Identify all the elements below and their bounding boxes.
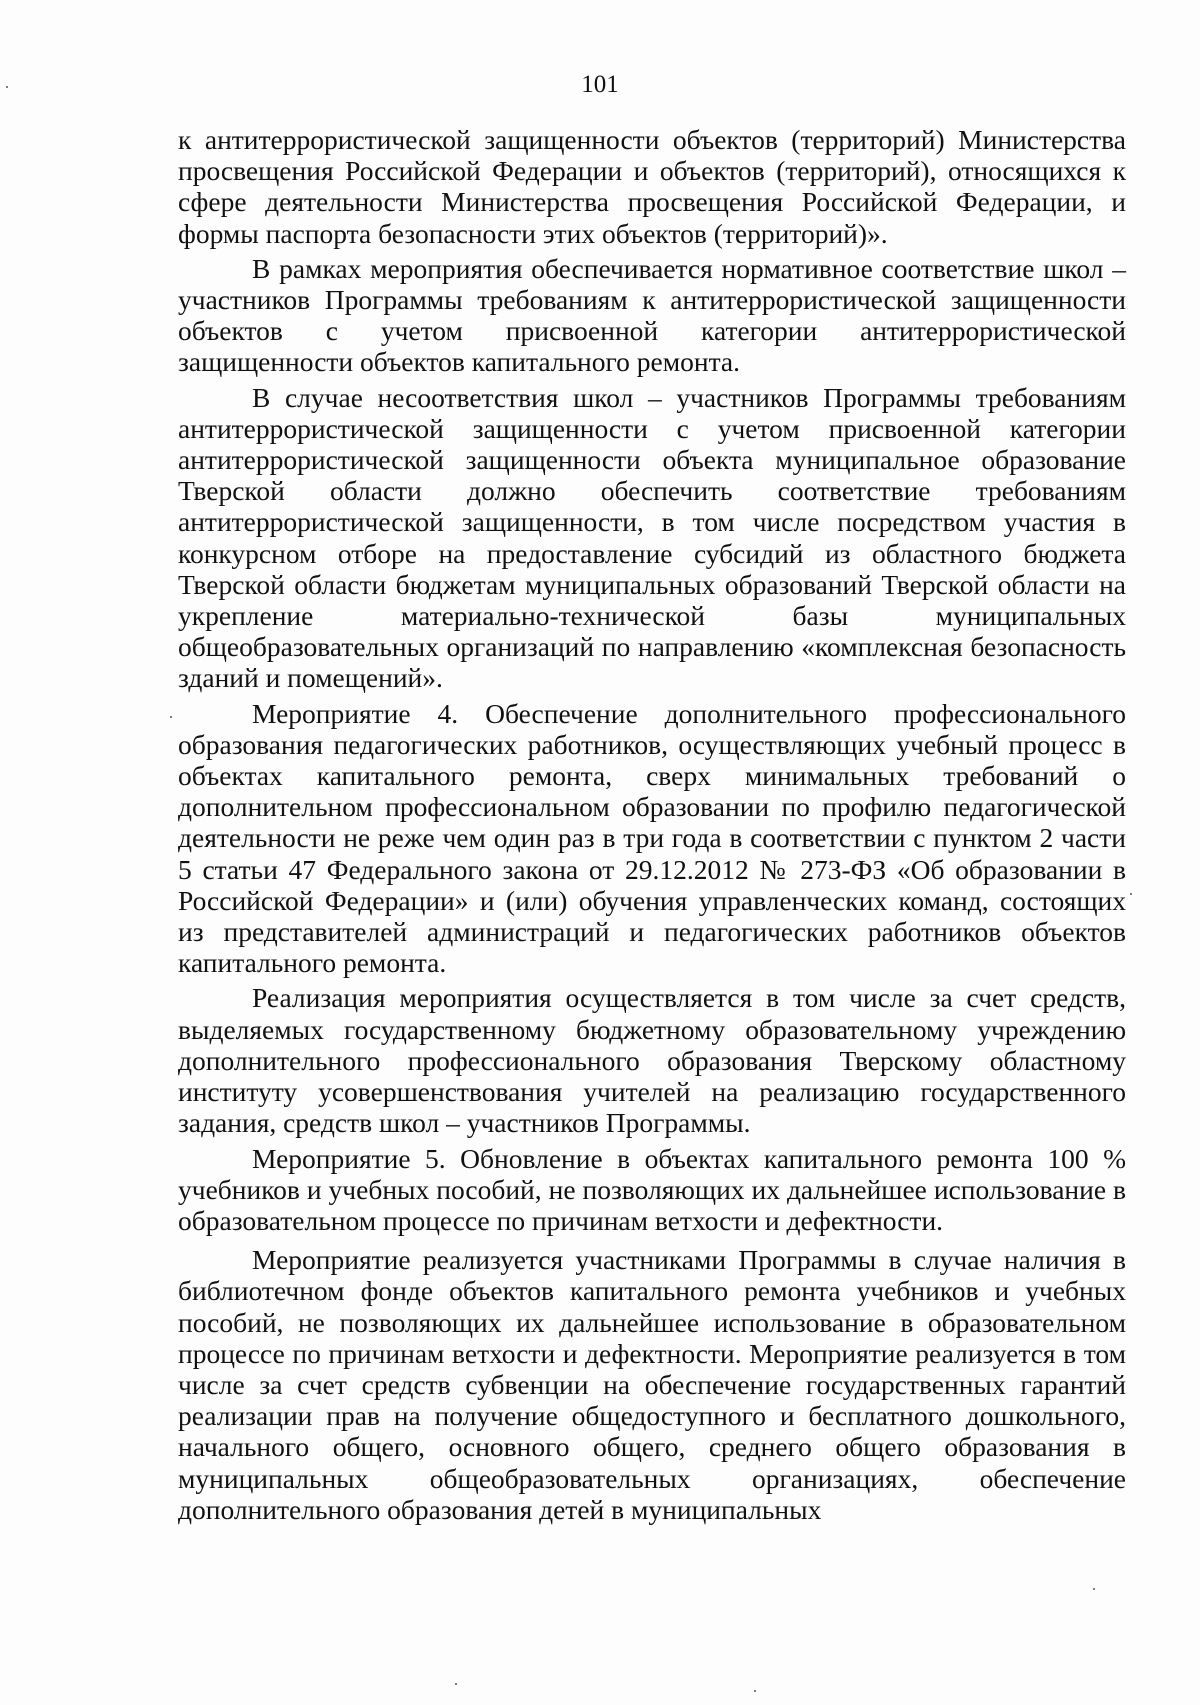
scan-artifact — [1093, 1588, 1095, 1590]
paragraph: В рамках мероприятия обеспечивается нормативное соответствие школ – участников Программы требованиям к антитеррористической защищенности объектов с учетом присвоенной категории антитеррористической защищенности объектов капитального ремонта. — [178, 252, 1126, 378]
scan-artifact — [1130, 893, 1132, 895]
paragraph: к антитеррористической защищенности объектов (территорий) Министерства просвещения Российской Федерации и объектов (территорий), относящихся к сфере деятельности Министерства просвещения Российской Федерации, и формы паспорта безопасности этих объектов (территорий)». — [178, 124, 1126, 249]
paragraph: Реализация мероприятия осуществляется в том числе за счет средств, выделяемых государственному бюджетному образовательному учреждению дополнительного профессионального образования Тверскому областному институту усовершенствования учителей на реализацию государственного задания, средств школ – участников Программы. — [178, 982, 1126, 1139]
scan-artifact — [754, 1690, 756, 1692]
document-body — [178, 124, 1126, 1525]
paragraph: Мероприятие 5. Обновление в объектах капитального ремонта 100 % учебников и учебных пособий, не позволяющих их дальнейшее использование в образовательном процессе по причинам ветхости и дефектности. — [178, 1142, 1126, 1236]
scan-artifact — [6, 86, 8, 88]
scan-artifact — [170, 716, 172, 718]
paragraph: Мероприятие 4. Обеспечение дополнительного профессионального образования педагогических работников, осуществляющих учебный процесс в объектах капитального ремонта, сверх минимальных требований о дополнительном профессиональном образовании по профилю педагогической деятельности не реже чем один раз в три года в соответствии с пунктом 2 части 5 статьи 47 Федерального закона от 29.12.2012 № 273-ФЗ «Об образовании в Российской Федерации» и (или) обучения управленческих команд, состоящих из представителей администраций и педагогических работников объектов капитального ремонта. — [178, 697, 1126, 979]
paragraph: Мероприятие реализуется участниками Программы в случае наличия в библиотечном фонде объектов капитального ремонта учебников и учебных пособий, не позволяющих их дальнейшее использование в образовательном процессе по причинам ветхости и дефектности. Мероприятие реализуется в том числе за счет средств субвенции на обеспечение государственных гарантий реализации прав на получение общедоступного и бесплатного дошкольного, начального общего, основного общего, среднего общего образования в муниципальных общеобразовательных организациях, обеспечение дополнительного образования детей в муниципальных — [178, 1244, 1126, 1525]
scan-artifact — [455, 1683, 457, 1685]
paragraph: В случае несоответствия школ – участников Программы требованиям антитеррористической защищенности с учетом присвоенной категории антитеррористической защищенности объекта муниципальное образование Тверской области должно обеспечить соответствие требованиям антитеррористической защищенности, в том числе посредством участия в конкурсном отборе на предоставление субсидий из областного бюджета Тверской области бюджетам муниципальных образований Тверской области на укрепление материально-технической базы муниципальных общеобразовательных организаций по направлению «комплексная безопасность зданий и помещений». — [178, 381, 1126, 694]
page-number: 101 — [581, 71, 619, 98]
